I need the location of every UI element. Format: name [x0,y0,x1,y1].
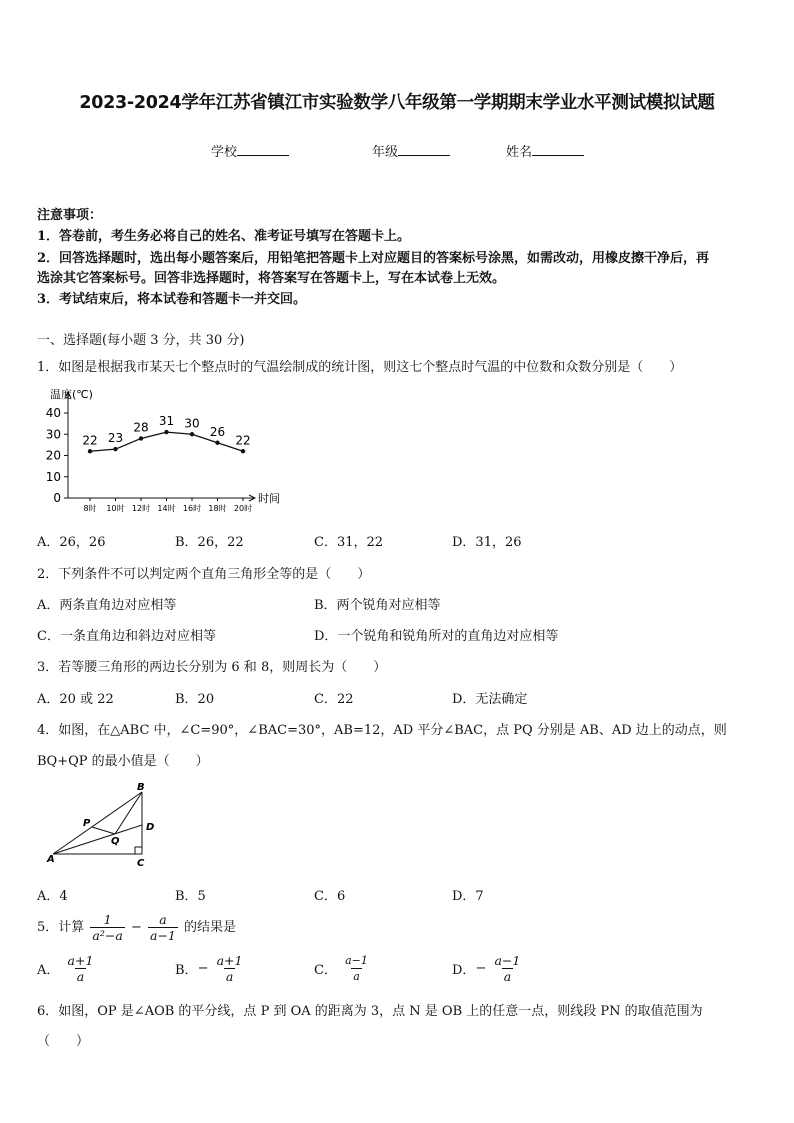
q2-option-a[interactable]: A．两条直角边对应相等 [37,598,177,613]
data-label: 26 [209,424,226,439]
x-axis-label: 时间 [258,492,280,505]
grade-field: 年级 [372,141,450,160]
x-tick-label: 8时 [83,504,97,513]
q3-option-a[interactable]: A．20 或 22 [37,692,114,707]
school-blank[interactable] [237,143,289,156]
data-label: 22 [235,433,251,448]
q5-option-d[interactable]: D．− $\frac{a-1}{a}$ [452,953,521,984]
grade-blank[interactable] [398,143,450,156]
name-field: 姓名 [506,141,584,160]
question-1: 1．如图是根据我市某天七个整点时的气温绘制成的统计图，则这七个整点时气温的中位数和众数分别是（ ） [37,360,683,375]
fraction-2: $\frac{a}{a-1}$ [150,912,176,943]
page-title: 2023-2024学年江苏省镇江市实验数学八年级第一学期期末学业水平测试模拟试题 [79,93,715,113]
label-p: P [83,818,91,829]
temperature-line-chart [40,380,300,520]
right-angle-mark [135,847,142,854]
data-label: 22 [82,433,98,448]
y-tick-label: 20 [45,448,61,463]
segment-qp [92,827,115,834]
q5-option-c[interactable]: C． $\frac{a-1}{a}$ [314,954,368,983]
section-1-heading: 一、选择题(每小题 3 分，共 30 分) [37,333,245,348]
q1-option-a[interactable]: A．26，26 [37,535,106,550]
x-tick-label: 20时 [233,504,253,513]
question-4-line-2: BQ+QP 的最小值是（ ） [37,754,209,769]
y-tick-label: 40 [45,406,61,420]
data-label: 23 [107,431,124,446]
segment-ab [53,792,142,854]
y-tick-label: 30 [45,427,61,442]
y-axis-label: 温度(℃) [50,388,93,401]
label-a: A [47,854,55,865]
data-label: 31 [158,414,175,429]
data-point [215,441,219,445]
question-3: 3．若等腰三角形的两边长分别为 6 和 8，则周长为（ ） [37,660,387,675]
x-tick-label: 12时 [131,504,151,513]
data-point [113,447,117,451]
note-2b: 选涂其它答案标号。回答非选择题时，将答案写在答题卡上，写在本试卷上无效。 [37,271,506,286]
triangle-figure [45,780,175,870]
question-6-line-2: （ ） [37,1034,90,1049]
school-field: 学校 [211,141,289,160]
y-tick-label: 10 [45,469,61,484]
q1-option-c[interactable]: C．31，22 [314,535,384,550]
x-tick-label: 10时 [106,504,125,513]
data-point [164,430,168,434]
label-c: C [137,858,145,869]
label-q: Q [111,836,120,847]
q4-option-b[interactable]: B．5 [175,889,206,904]
data-label: 28 [133,420,149,435]
q1-option-b[interactable]: B．26，22 [175,535,244,550]
q5-option-a[interactable]: A． $\frac{a+1}{a}$ [37,953,94,984]
question-2: 2．下列条件不可以判定两个直角三角形全等的是（ ） [37,567,371,582]
data-point [88,449,92,453]
x-tick-label: 14时 [157,504,176,513]
x-tick-label: 16时 [182,504,202,513]
label-d: D [146,822,155,833]
note-1: 1．答卷前，考生务必将自己的姓名、准考证号填写在答题卡上。 [37,229,411,244]
label-b: B [137,782,145,793]
notes-heading: 注意事项： [37,208,103,223]
q3-option-d[interactable]: D．无法确定 [452,692,528,707]
q2-option-b[interactable]: B．两个锐角对应相等 [314,598,441,613]
x-tick-label: 18时 [208,504,227,513]
q4-option-a[interactable]: A．4 [37,889,68,904]
data-point [241,449,245,453]
data-point [139,436,143,440]
q2-option-c[interactable]: C．一条直角边和斜边对应相等 [37,629,216,644]
q4-option-c[interactable]: C．6 [314,889,346,904]
q3-option-b[interactable]: B．20 [175,692,215,707]
question-5: 5．计算 $\frac{1}{\text{a²−a}}$ − $\frac{a}{a-1}$ 的结果是 [37,912,237,943]
y-tick-label: 0 [53,491,61,505]
q3-option-c[interactable]: C．22 [314,692,354,707]
fraction-1: $\frac{1}{\text{a²−a}}$ [92,912,123,943]
question-6-line-1: 6．如图，OP 是∠AOB 的平分线，点 P 到 OA 的距离为 3，点 N 是 OB 上的任意一点，则线段 PN 的取值范围为 [37,1004,703,1019]
note-3: 3．考试结束后，将本试卷和答题卡一并交回。 [37,292,307,307]
q5-option-b[interactable]: B．− $\frac{a+1}{a}$ [175,953,243,984]
question-4-line-1: 4．如图，在△ABC 中，∠C=90°，∠BAC=30°，AB=12，AD 平分∠BAC，点 PQ 分别是 AB、AD 边上的动点，则 [37,723,727,738]
segment-bq [115,792,142,834]
q1-option-d[interactable]: D．31，26 [452,535,522,550]
data-label: 30 [184,416,200,431]
q4-option-d[interactable]: D．7 [452,889,484,904]
data-point [190,432,194,436]
note-2a: 2．回答选择题时，选出每小题答案后，用铅笔把答题卡上对应题目的答案标号涂黑，如需改动，用橡皮擦干净后，再 [37,251,710,266]
name-blank[interactable] [532,143,584,156]
segment-ad [53,825,142,854]
q2-option-d[interactable]: D．一个锐角和锐角所对的直角边对应相等 [314,629,559,644]
